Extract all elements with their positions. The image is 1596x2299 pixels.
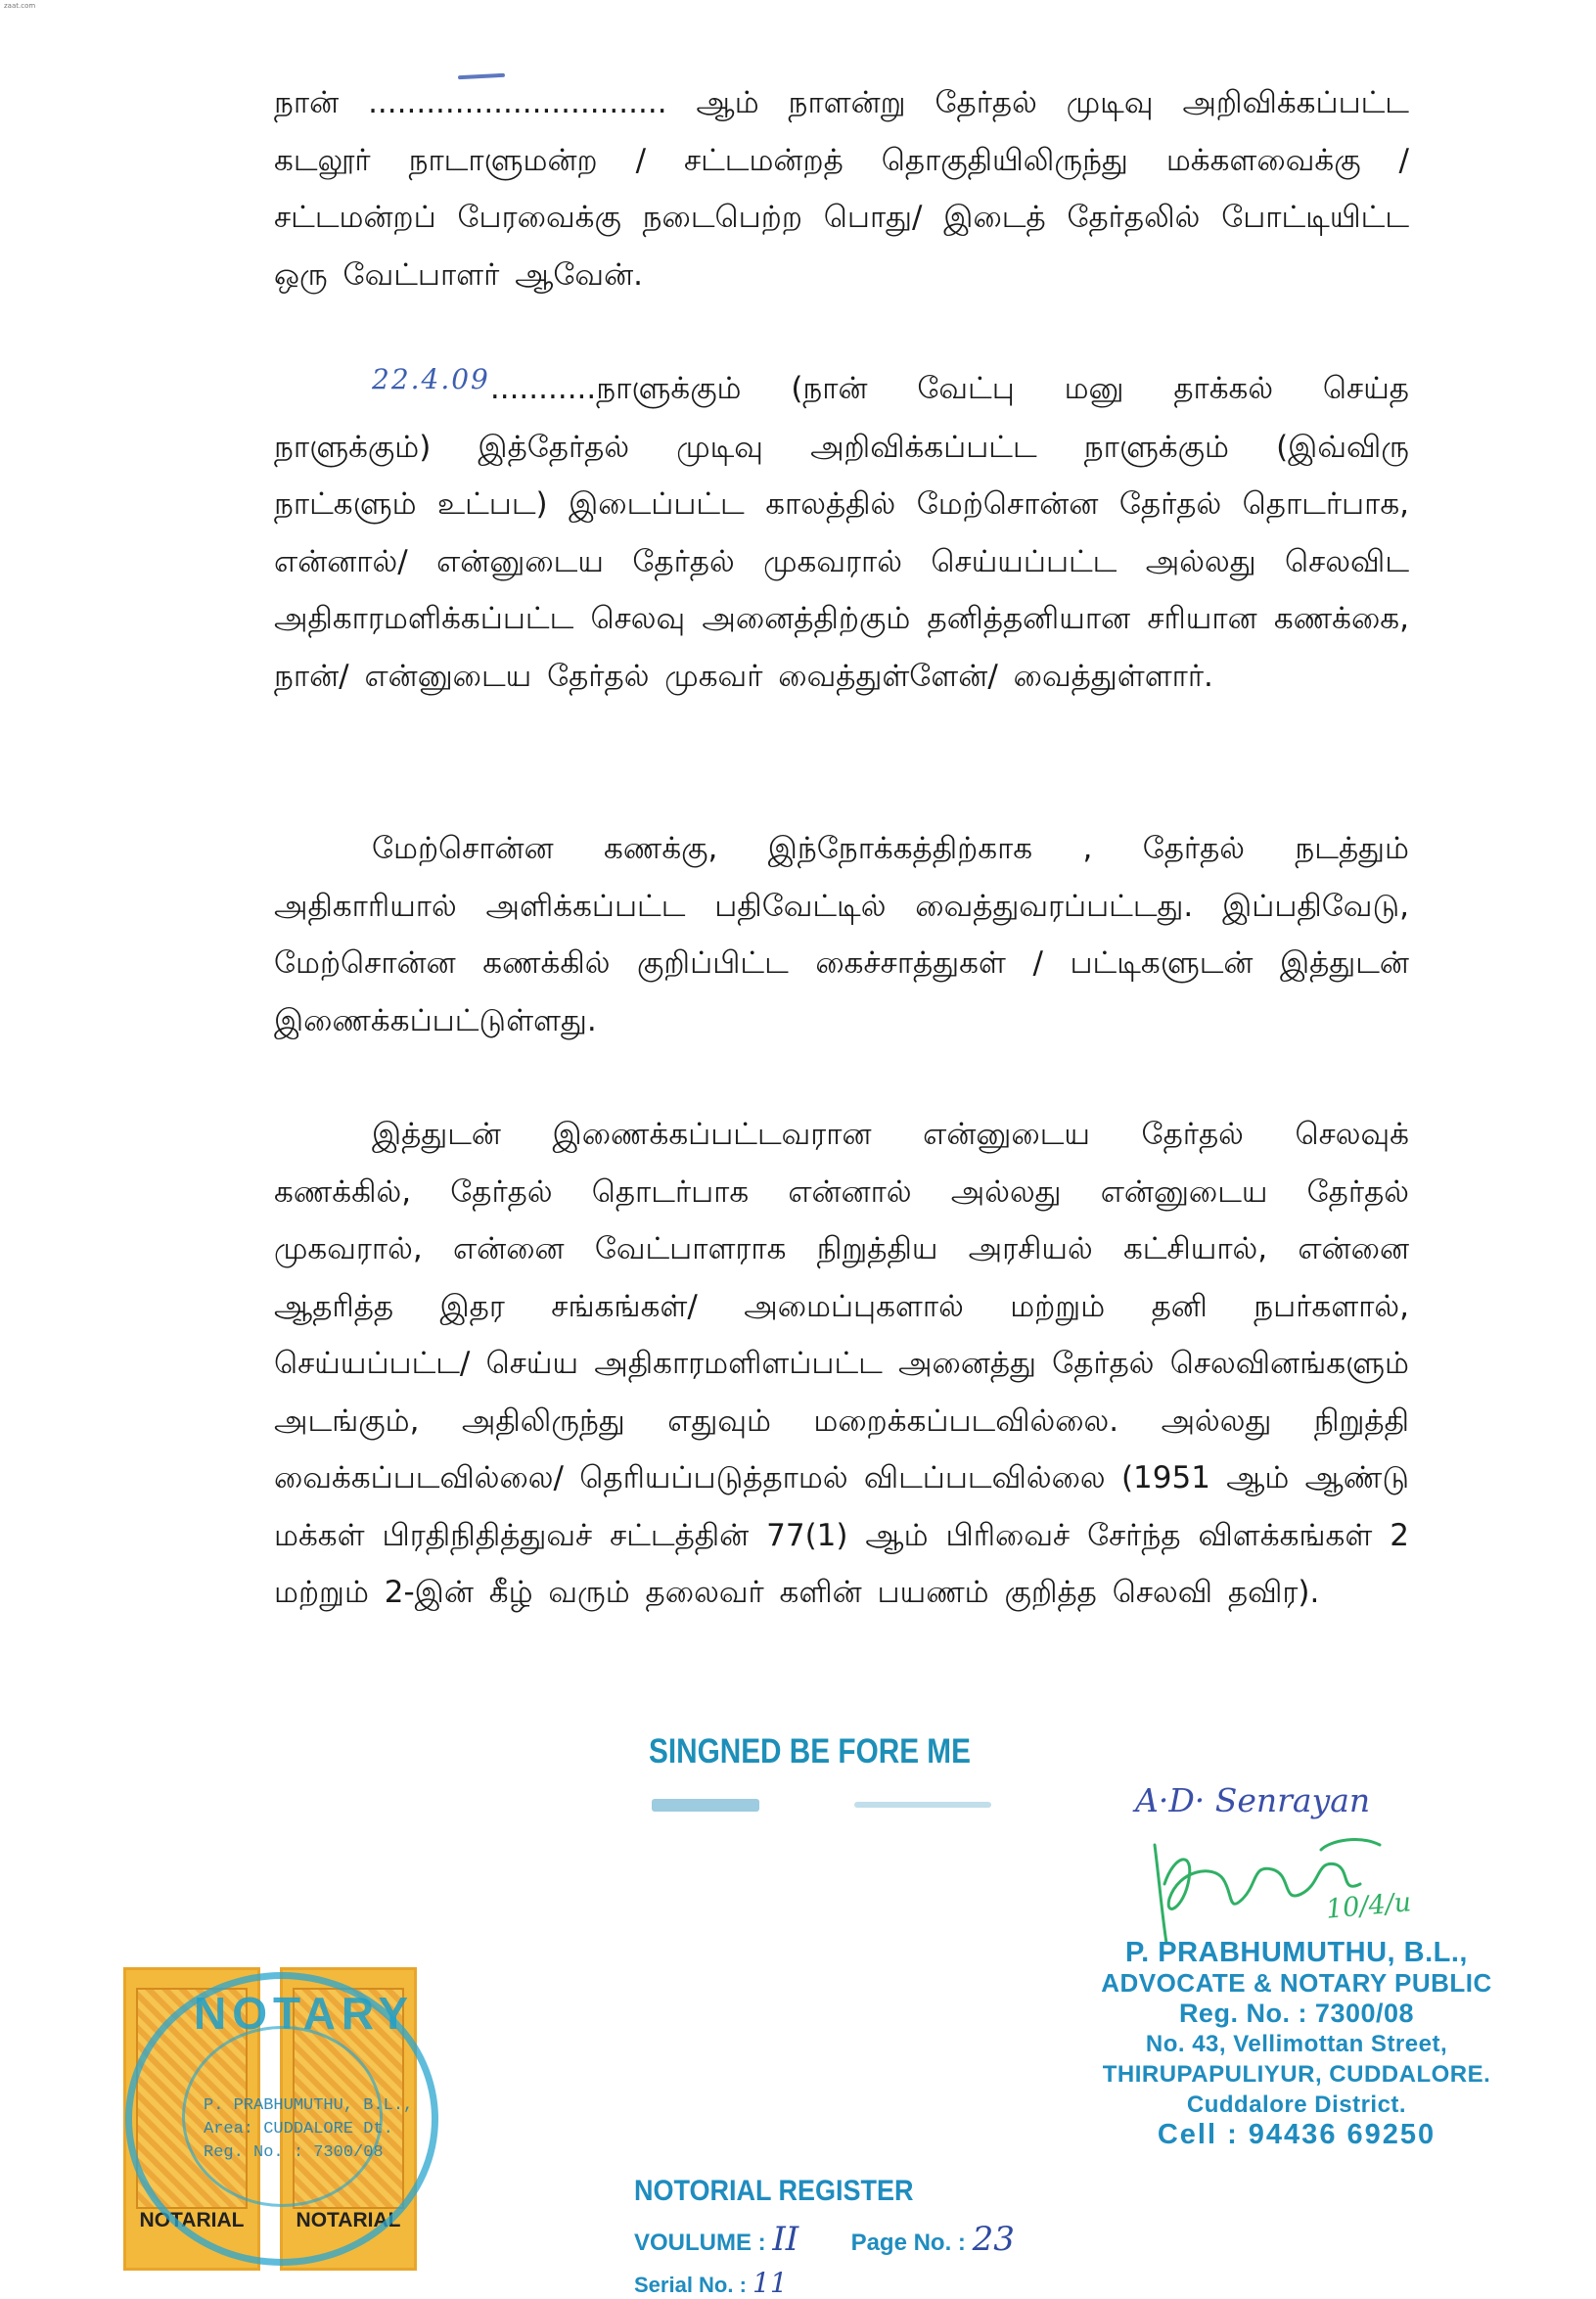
paragraph-candidate-declaration	[274, 74, 1409, 303]
serial-value: 11	[752, 2267, 788, 2299]
notarial-stamps	[115, 1967, 468, 2280]
volume-value: II	[772, 2220, 799, 2259]
seal-name-line: P. PRABHUMUTHU, B.L.,	[204, 2096, 414, 2115]
p2-dots: ...........	[489, 371, 597, 406]
notary-name: P. PRABHUMUTHU, B.L.,	[1125, 1937, 1468, 1968]
paragraph-register: மேற்சொன்ன கணக்கு, இந்நோக்கத்திற்காக , தேர்தல் நடத்தும் அதிகாரியால் அளிக்கப்பட்ட பதிவேட்டில் வைத்துவரப்பட்டது. இப்பதிவேடு, மேற்சொன்ன கணக்கில் குறிப்பிட்ட கைச்சாத்துகள் / பட்டிகளுடன் இத்துடன் இணைக்கப்பட்டுள்ளது.	[274, 831, 1409, 1038]
signed-before-me-stamp: SINGNED BE FORE ME	[649, 1732, 971, 1770]
paragraph-account-period	[274, 360, 1409, 705]
handwritten-date: 22.4.09	[372, 363, 490, 395]
register-volume-page-row	[634, 2220, 1015, 2259]
page-label: Page No. :	[850, 2230, 966, 2256]
stamp-smudge	[854, 1802, 991, 1808]
signature-date: 10/4/u	[1324, 1887, 1413, 1925]
handwritten-signatory-name: A·D· Senrayan	[1135, 1781, 1371, 1819]
page-value: 23	[972, 2220, 1015, 2259]
corner-mark: zaat.com	[4, 2, 36, 10]
volume-label: VOULUME :	[634, 2230, 766, 2256]
p1-dots: ...............................	[368, 85, 667, 120]
p2-text: நாளுக்கும் (நான் வேட்பு மனு தாக்கல் செய்த நாளுக்கும்) இத்தேர்தல் முடிவு அறிவிக்கப்பட்ட நாளுக்கும் (இவ்விரு நாட்களும் உட்பட) இடைப்பட்ட காலத்தில் மேற்சொன்ன தேர்தல் தொடர்பாக, என்னால்/ என்னுடைய தேர்தல் முகவரால் செய்யப்பட்ட அல்லது செலவிட அதிகாரமளிக்கப்பட்ட செலவு அனைத்திற்கும் தனித்தனியான சரியான கணக்கை, நான்/ என்னுடைய தேர்தல் முகவர் வைத்துள்ளேன்/ வைத்துள்ளார்.	[274, 371, 1409, 694]
seal-area-line: Area: CUDDALORE Dt.	[204, 2120, 393, 2138]
notary-title: ADVOCATE & NOTARY PUBLIC	[1101, 1968, 1492, 1998]
notary-cell: Cell : 94436 69250	[1157, 2119, 1436, 2150]
p1-after: ஆம் நாளன்று தேர்தல் முடிவு அறிவிக்கப்பட்ட கடலூர் நாடாளுமன்ற / சட்டமன்றத் தொகுதியிலிருந்து மக்களவைக்கு / சட்டமன்றப் பேரவைக்கு நடைபெற்ற பொது/ இடைத் தேர்தலில் போட்டியிட்ட ஒரு வேட்பாளர் ஆவேன்.	[274, 85, 1409, 293]
notary-seal-word: NOTARY	[194, 1988, 415, 2039]
notary-district: Cuddalore District.	[1186, 2092, 1407, 2118]
seal-reg-line: Reg. No. : 7300/08	[204, 2143, 384, 2162]
serial-label: Serial No. :	[634, 2273, 747, 2297]
p1-before: நான்	[274, 85, 369, 120]
stamp-label: NOTARIAL	[296, 2209, 401, 2231]
stamp-smudge	[652, 1799, 759, 1812]
notary-address-line-1: No. 43, Vellimottan Street,	[1145, 2031, 1448, 2057]
register-title: NOTORIAL REGISTER	[634, 2175, 914, 2207]
notary-address-stamp	[1072, 1938, 1522, 2150]
notary-seal-details	[204, 2094, 413, 2165]
paragraph-expenses: இத்துடன் இணைக்கப்பட்டவரான என்னுடைய தேர்தல் செலவுக் கணக்கில், தேர்தல் தொடர்பாக என்னால் அல்லது என்னுடைய தேர்தல் முகவரால், என்னை வேட்பாளராக நிறுத்திய அரசியல் கட்சியால், என்னை ஆதரித்த இதர சங்கங்கள்/ அமைப்புகளால் மற்றும் தனி நபர்களால், செய்யப்பட்ட/ செய்ய அதிகாரமளிளப்பட்ட அனைத்து தேர்தல் செலவினங்களும் அடங்கும், அதிலிருந்து எதுவும் மறைக்கப்படவில்லை. அல்லது நிறுத்தி வைக்கப்படவில்லை/ தெரியப்படுத்தாமல் விடப்படவில்லை (1951 ஆம் ஆண்டு மக்கள் பிரதிநிதித்துவச் சட்டத்தின் 77(1) ஆம் பிரிவைச் சேர்ந்த விளக்கங்கள் 2 மற்றும் 2-இன் கீழ் வரும் தலைவர் களின் பயணம் குறித்த செலவி தவிர).	[274, 1117, 1409, 1610]
notorial-register-stamp	[634, 2175, 1015, 2299]
notary-reg-no: Reg. No. : 7300/08	[1178, 1999, 1415, 2028]
register-serial-row	[634, 2267, 1015, 2299]
stamp-label: NOTARIAL	[139, 2209, 245, 2231]
notary-address-line-2: THIRUPAPULIYUR, CUDDALORE.	[1102, 2061, 1491, 2088]
